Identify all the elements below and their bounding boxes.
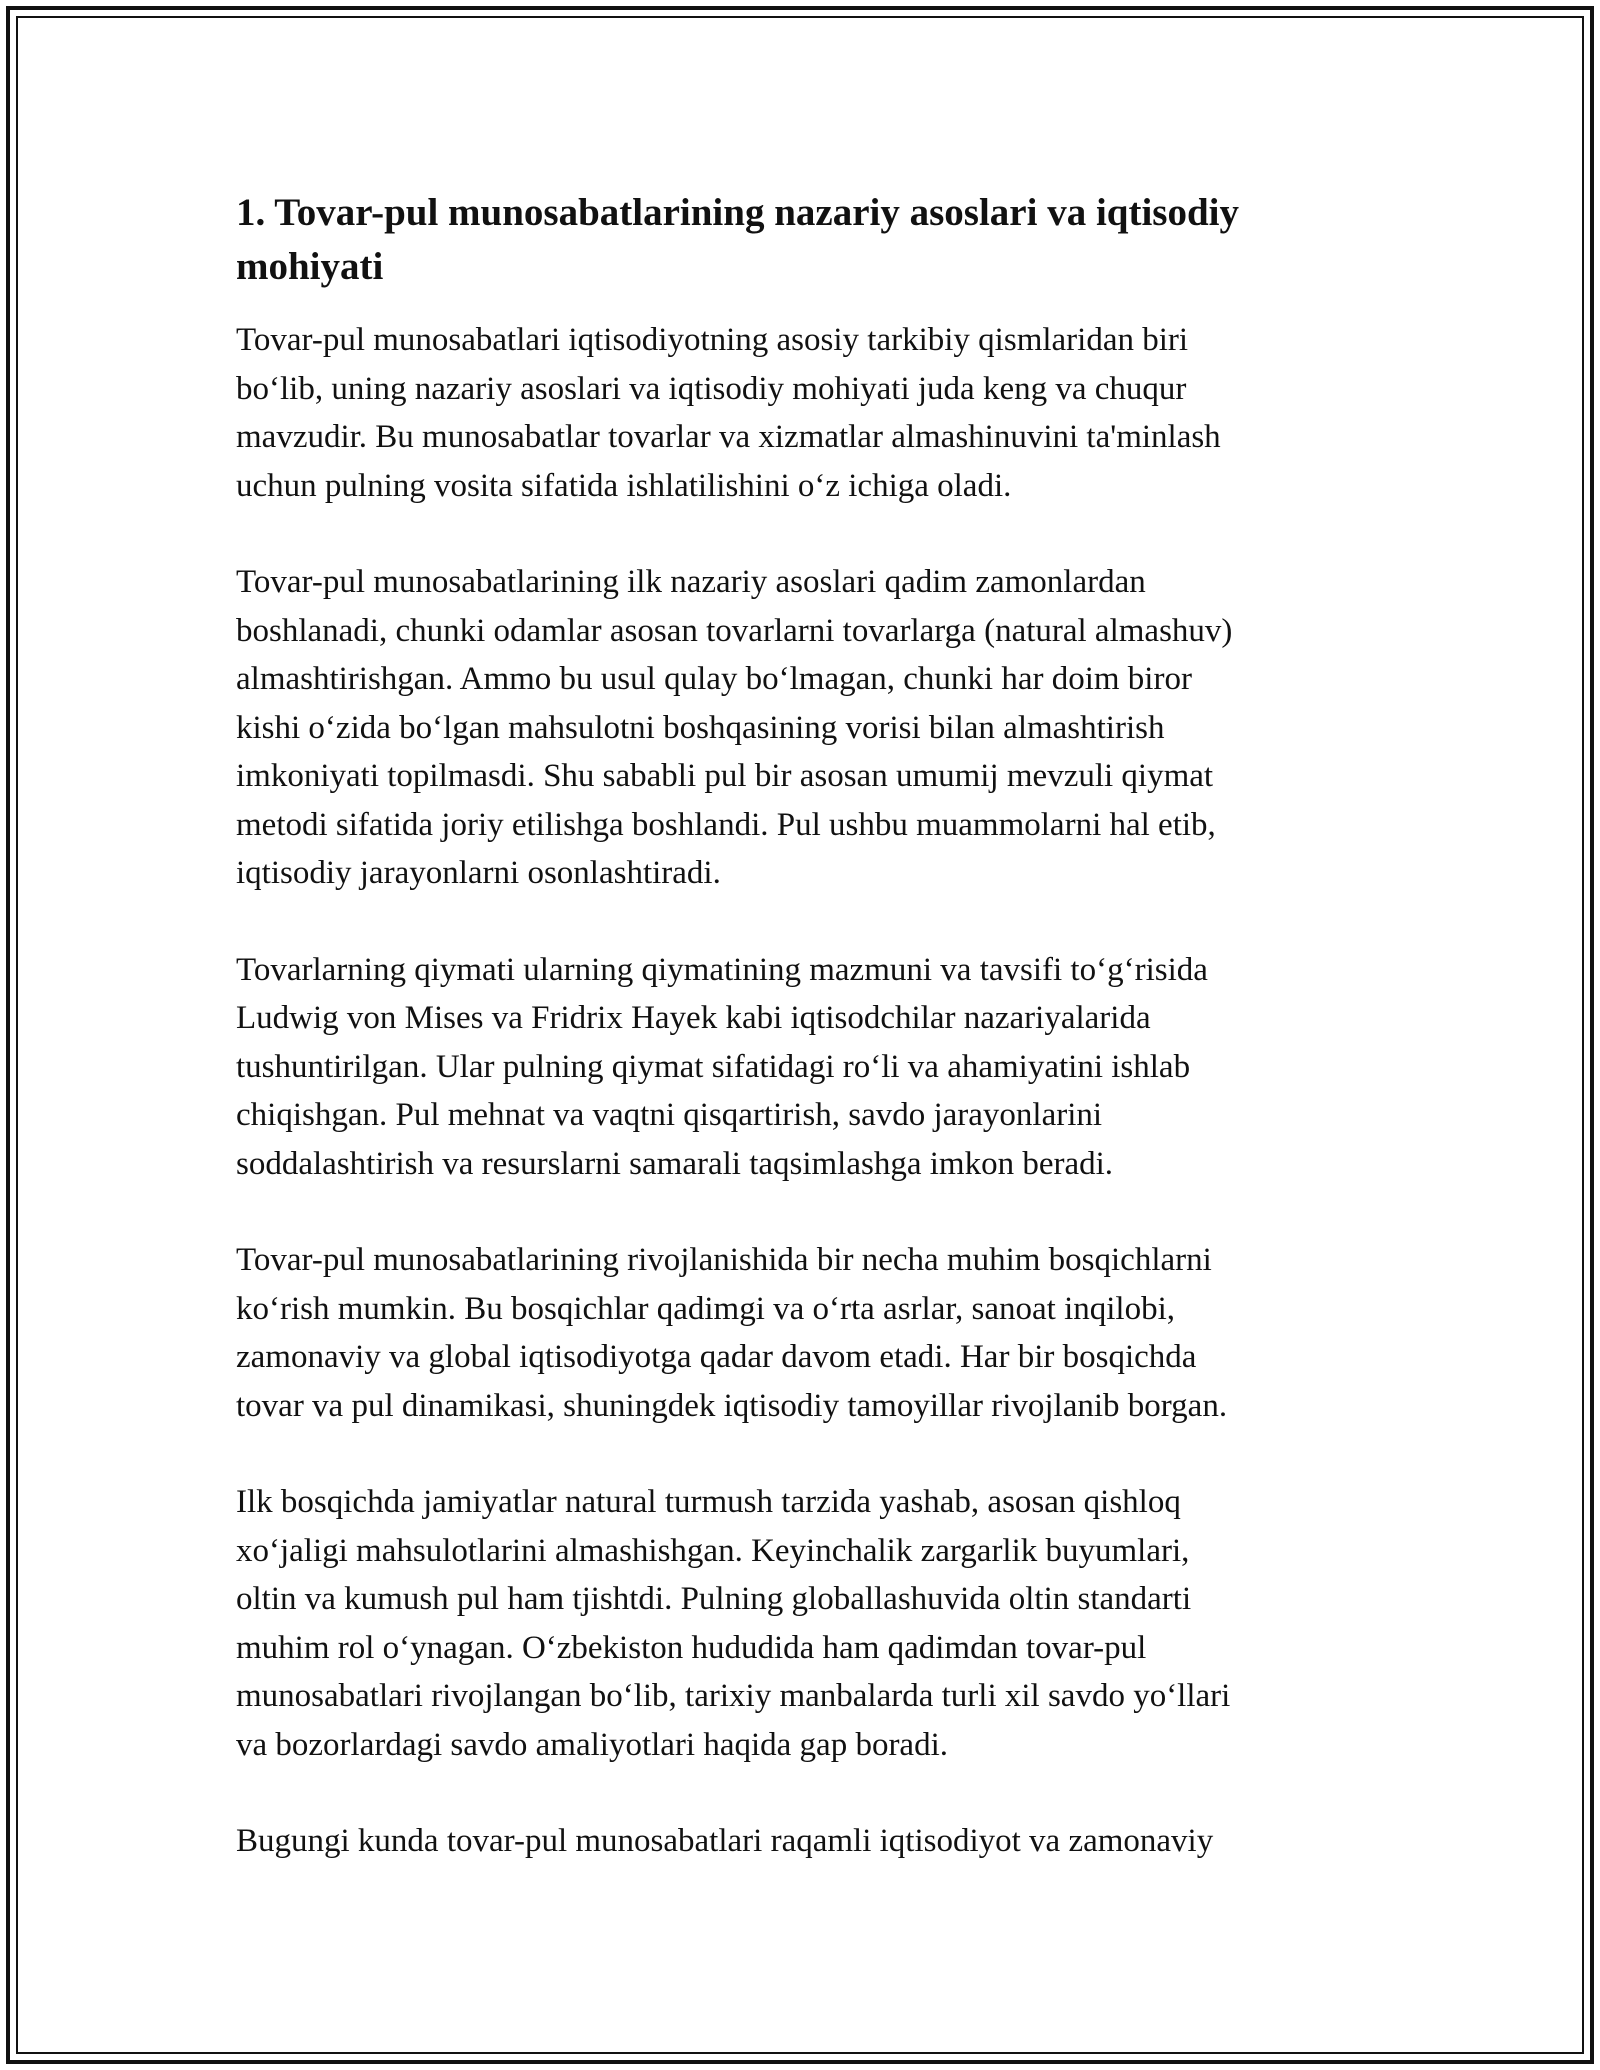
text-line: oltin va kumush pul ham tjishtdi. Pulning globallashuvida oltin standarti [236,1581,1192,1617]
text-line: Ludwig von Mises va Fridrix Hayek kabi iqtisodchilar nazariyalarida [236,1000,1151,1036]
text-line: bo‘lib, uning nazariy asoslari va iqtisodiy mohiyati juda keng va chuqur [236,370,1187,407]
text-line: Tovarlarning qiymati ularning qiymatining mazmuni va tavsifi to‘g‘risida [236,951,1208,988]
text-line: kishi o‘zida bo‘lgan mahsulotni boshqasining vorisi bilan almashtirish [236,709,1165,746]
paragraph-1 [236,316,1366,510]
text-line: iqtisodiy jarayonlarni osonlashtiradi. [236,855,721,891]
document-body [236,186,1366,1914]
text-line: Bugungi kunda tovar-pul munosabatlari raqamli iqtisodiyot va zamonaviy [236,1823,1214,1859]
text-line: Tovar-pul munosabatlarining ilk nazariy asoslari qadim zamonlardan [236,564,1146,600]
text-line: mavzudir. Bu munosabatlar tovarlar va xizmatlar almashinuvini ta'minlash [236,419,1221,455]
text-line: almashtirishgan. Ammo bu usul qulay bo‘lmagan, chunki har doim biror [236,661,1192,697]
paragraph-6 [236,1817,1366,1866]
text-line: xo‘jaligi mahsulotlarini almashishgan. Keyinchalik zargarlik buyumlari, [236,1532,1190,1569]
text-line: soddalashtirish va resurslarni samarali taqsimlashga imkon beradi. [236,1145,1114,1182]
text-line: Tovar-pul munosabatlarining rivojlanishida bir necha muhim bosqichlarni [236,1242,1212,1278]
text-line: imkoniyati topilmasdi. Shu sababli pul bir asosan umumij mevzuli qiymat [236,758,1214,794]
text-line: ko‘rish mumkin. Bu bosqichlar qadimgi va o‘rta asrlar, sanoat inqilobi, [236,1290,1176,1327]
text-line: metodi sifatida joriy etilishga boshlandi. Pul ushbu muammolarni hal etib, [236,806,1216,843]
heading-line: mohiyati [236,245,384,288]
text-line: Tovar-pul munosabatlari iqtisodiyotning asosiy tarkibiy qismlaridan biri [236,322,1189,358]
text-line: Ilk bosqichda jamiyatlar natural turmush tarzida yashab, asosan qishloq [236,1484,1181,1520]
text-line: zamonaviy va global iqtisodiyotga qadar davom etadi. Har bir bosqichda [236,1339,1197,1375]
text-line: tushuntirilgan. Ular pulning qiymat sifatidagi ro‘li va ahamiyatini ishlab [236,1048,1191,1085]
text-line: muhim rol o‘ynagan. O‘zbekiston hududida ham qadimdan tovar-pul [236,1629,1147,1666]
paragraph-2 [236,558,1366,898]
text-line: uchun pulning vosita sifatida ishlatilishini o‘z ichiga oladi. [236,467,1012,504]
heading-line: 1. Tovar-pul munosabatlarining nazariy asoslari va iqtisodiy [236,191,1239,234]
paragraph-3 [236,946,1366,1189]
text-line: chiqishgan. Pul mehnat va vaqtni qisqartirish, savdo jarayonlarini [236,1097,1103,1133]
text-line: boshlanadi, chunki odamlar asosan tovarlarni tovarlarga (natural almashuv) [236,612,1233,649]
paragraph-4 [236,1236,1366,1430]
text-line: tovar va pul dinamikasi, shuningdek iqtisodiy tamoyillar rivojlanib borgan. [236,1387,1228,1424]
text-line: va bozorlardagi savdo amaliyotlari haqida gap boradi. [236,1726,948,1763]
section-heading [236,186,1366,294]
paragraph-5 [236,1478,1366,1769]
text-line: munosabatlari rivojlangan bo‘lib, tarixiy manbalarda turli xil savdo yo‘llari [236,1678,1231,1714]
